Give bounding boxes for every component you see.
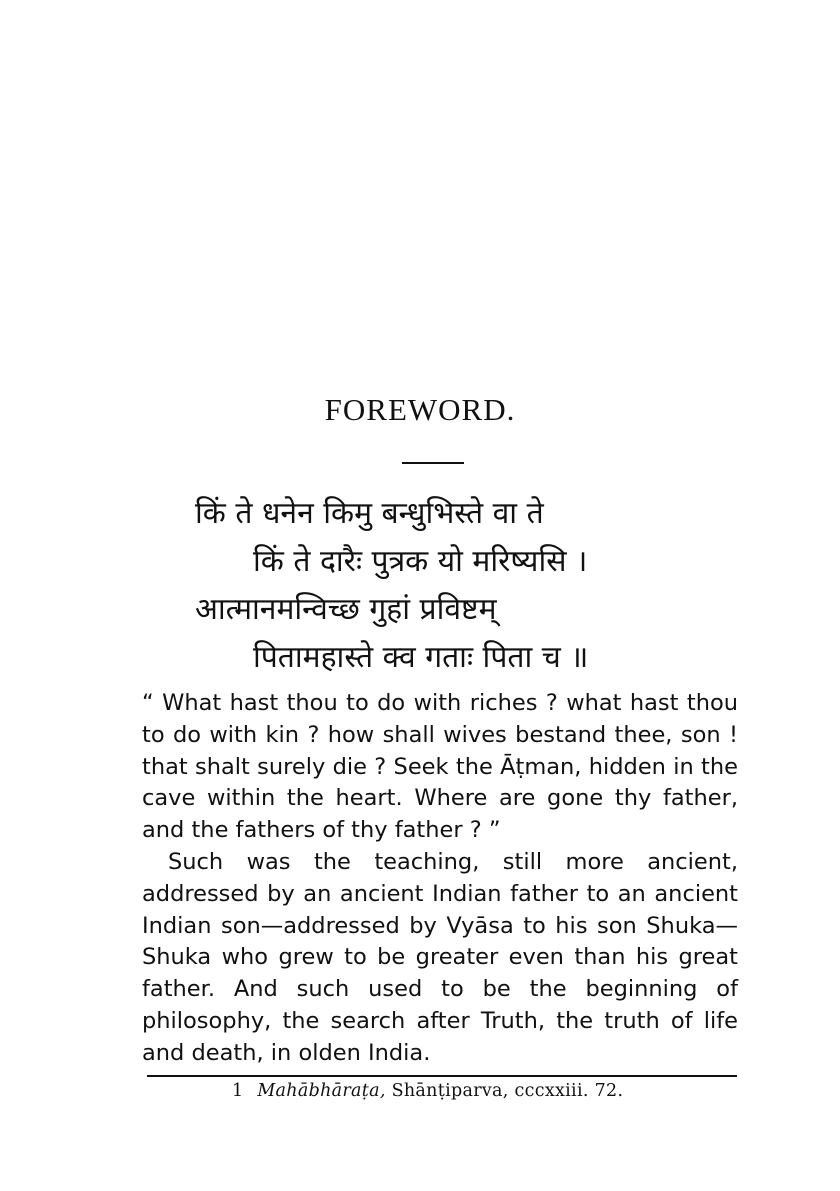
verse-line: आत्मानमन्विच्छ गुहां प्रविष्टम् [195,592,497,627]
body-text [142,688,738,1070]
footnote-work: Mahābhāraṭa, [257,1081,386,1101]
commentary-paragraph: Such was the teaching, still more ancient, addressed by an ancient Indian father to an ancient Indian son—addressed by Vyāsa to his son Shuka—Shuka who grew to be greater even than his great father. And such used to be the beginning of philosophy, the search after Truth, the truth of life and death, in olden India. [142,848,738,1066]
title-divider [402,462,464,464]
footnote-number: 1 [232,1081,244,1101]
verse-line: किं ते दारैः पुत्रक यो मरिष्यसि । [253,544,588,579]
page-title: FOREWORD. [324,392,516,427]
translation-paragraph: “ What hast thou to do with riches ? what hast thou to do with kin ? how shall wives bestand thee, son ! that shalt surely die ? Seek the Āṭman, hidden in the cave within the heart. Where are gone thy father, and the fathers of thy father ? ” [142,690,738,844]
verse-line: पितामहास्ते क्व गताः पिता च ॥ [253,640,589,675]
sanskrit-verse [195,490,755,682]
footnote-reference: Shānṭiparva, cccxxiii. 72. [391,1081,624,1101]
footnote [232,1081,623,1101]
verse-line: किं ते धनेन किमु बन्धुभिस्ते वा ते [195,496,544,531]
footnote-divider [147,1075,737,1077]
